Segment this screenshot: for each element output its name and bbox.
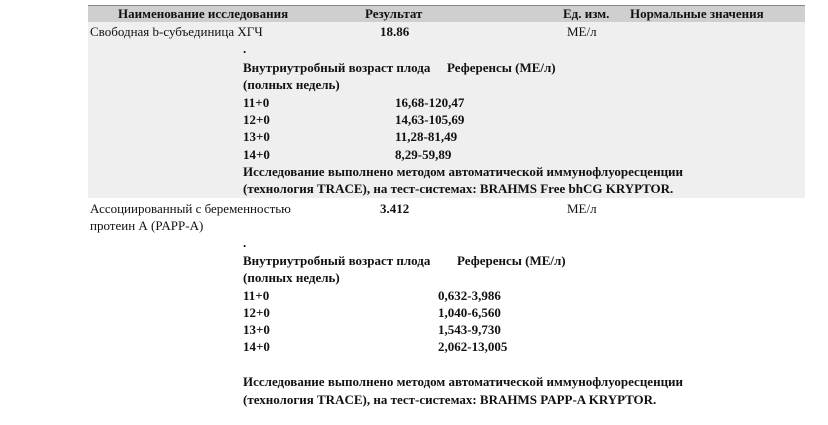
test-value: 18.86 xyxy=(380,24,410,39)
ref-age: 11+0 xyxy=(243,288,270,303)
ref-header-age2: (полных недель) xyxy=(243,77,340,92)
ref-range: 0,632-3,986 xyxy=(438,288,501,303)
ref-header-age: Внутриутробный возраст плода xyxy=(243,60,431,75)
dot: . xyxy=(243,41,247,56)
ref-age: 14+0 xyxy=(243,147,270,162)
test-name: Ассоциированный с беременностью xyxy=(90,201,291,216)
ref-age: 12+0 xyxy=(243,305,270,320)
ref-range: 1,040-6,560 xyxy=(438,305,501,320)
ref-age: 12+0 xyxy=(243,112,270,127)
header-result: Результат xyxy=(365,6,423,21)
dot: . xyxy=(243,235,247,250)
ref-range: 1,543-9,730 xyxy=(438,322,501,337)
ref-header-age: Внутриутробный возраст плода xyxy=(243,253,431,268)
ref-range: 16,68-120,47 xyxy=(395,95,465,110)
ref-range: 2,062-13,005 xyxy=(438,339,508,354)
ref-header-age2: (полных недель) xyxy=(243,270,340,285)
ref-range: 11,28-81,49 xyxy=(395,129,458,144)
method-note: (технология TRACE), на тест-системах: BRAHMS PAPP-A KRYPTOR. xyxy=(243,392,657,407)
ref-range: 14,63-105,69 xyxy=(395,112,465,127)
method-note: Исследование выполнено методом автоматической иммунофлуоресценции xyxy=(243,164,684,179)
method-note: (технология TRACE), на тест-системах: BRAHMS Free bhCG KRYPTOR. xyxy=(243,181,674,196)
test-unit: МЕ/л xyxy=(567,24,597,39)
header-normal: Нормальные значения xyxy=(630,6,764,21)
header-unit: Ед. изм. xyxy=(563,6,610,21)
ref-range: 8,29-59,89 xyxy=(395,147,452,162)
test-name-line2: протеин А (PAPP-A) xyxy=(90,218,204,233)
test-value: 3.412 xyxy=(380,201,410,216)
header-name: Наименование исследования xyxy=(118,6,289,21)
test-name: Свободная b-субъединица ХГЧ xyxy=(90,24,263,39)
ref-age: 11+0 xyxy=(243,95,270,110)
ref-age: 13+0 xyxy=(243,322,270,337)
ref-age: 14+0 xyxy=(243,339,270,354)
ref-age: 13+0 xyxy=(243,129,270,144)
ref-header-ref: Референсы (МЕ/л) xyxy=(457,253,566,268)
test-unit: МЕ/л xyxy=(567,201,597,216)
ref-header-ref: Референсы (МЕ/л) xyxy=(447,60,556,75)
method-note: Исследование выполнено методом автоматической иммунофлуоресценции xyxy=(243,374,684,389)
